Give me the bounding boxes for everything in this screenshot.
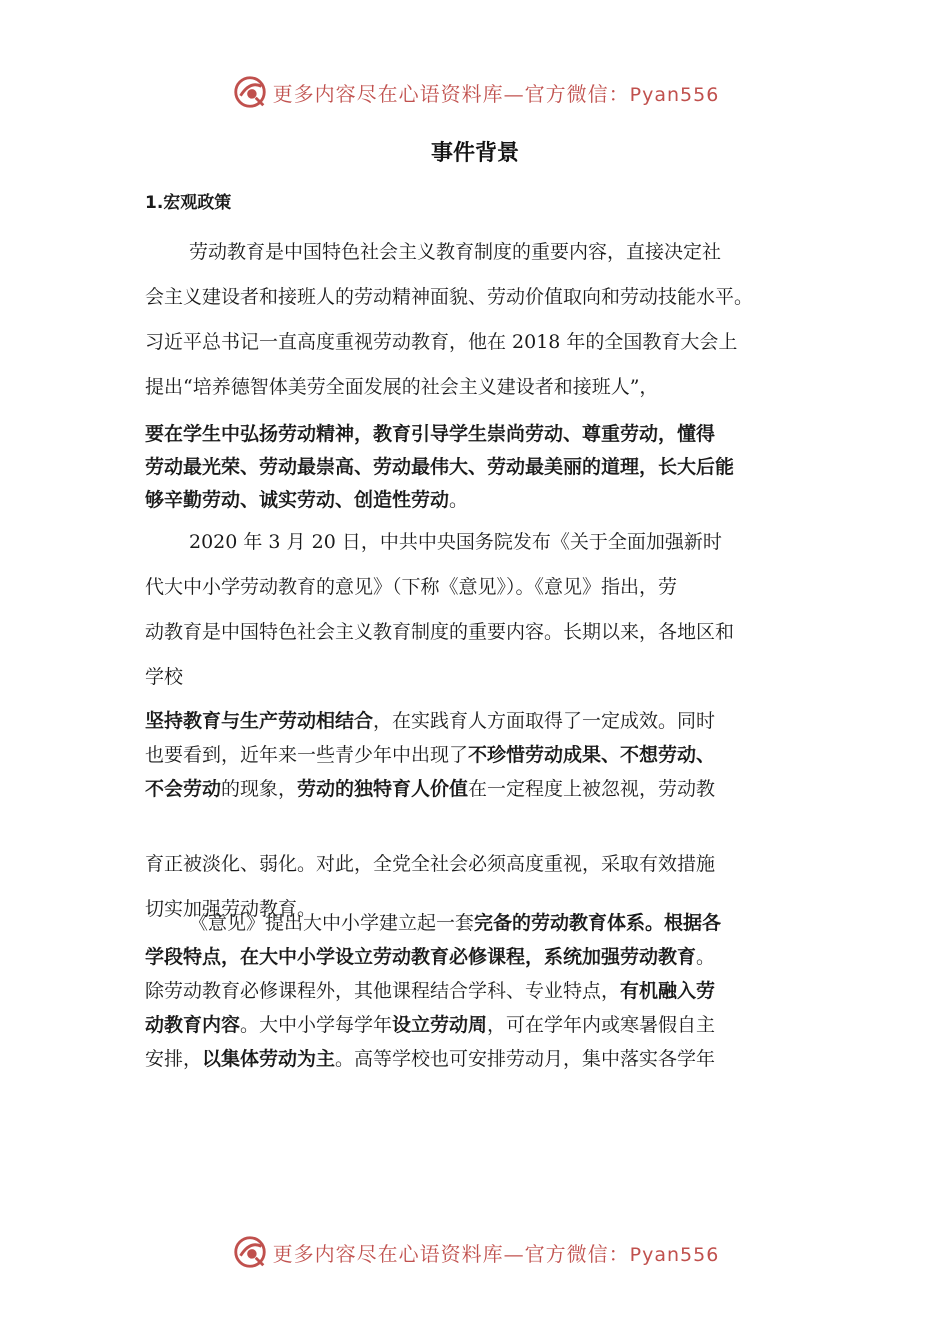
brand-logo-icon xyxy=(231,1233,269,1271)
page-title: 事件背景 xyxy=(430,141,519,166)
footer-banner xyxy=(0,1232,950,1272)
bold-text: 以集体劳动为主 xyxy=(202,1048,336,1070)
bold-text: 劳动的独特育人价值 xyxy=(297,778,469,800)
text: 安排， xyxy=(145,1048,203,1070)
paragraph-1 xyxy=(145,230,825,410)
text: ，可在学年内或寒暑假自主 xyxy=(487,1014,716,1036)
text: ，在实践育人方面取得了一定成效。同时 xyxy=(373,710,716,732)
paragraph-4 xyxy=(145,704,825,806)
banner-text: 更多内容尽在心语资料库—官方微信：Pyan556 xyxy=(272,1241,720,1266)
wechat-id: Pyan556 xyxy=(629,83,720,106)
text-line: 习近平总书记一直高度重视劳动教育，他在 2018 年的全国教育大会上 xyxy=(145,331,738,353)
text: 。 xyxy=(449,489,469,511)
text-line: 学校 xyxy=(145,666,184,688)
bold-text: 坚持教育与生产劳动相结合 xyxy=(145,710,374,732)
text: 的现象， xyxy=(221,778,298,800)
bold-text: 有机融入劳 xyxy=(620,980,716,1002)
text-line: 育正被淡化、弱化。对此，全党全社会必须高度重视，采取有效措施 xyxy=(145,853,716,875)
paragraph-3 xyxy=(145,520,825,700)
bold-text: 学段特点，在大中小学设立劳动教育必修课程，系统加强劳动教育 xyxy=(145,946,697,968)
text-line: 要在学生中弘扬劳动精神，教育引导学生崇尚劳动、尊重劳动，懂得 xyxy=(145,423,716,445)
text-line: 劳动最光荣、劳动最崇高、劳动最伟大、劳动最美丽的道理，长大后能 xyxy=(145,456,735,478)
text-line: 2020 年 3 月 20 日，中共中央国务院发布《关于全面加强新时 xyxy=(189,531,722,553)
text-line: 代大中小学劳动教育的意见》（下称《意见》）。《意见》指出，劳 xyxy=(145,576,678,598)
bold-text: 不珍惜劳动成果、不想劳动、 xyxy=(468,744,716,766)
text: 在一定程度上被忽视，劳动教 xyxy=(468,778,716,800)
text: 《意见》提出大中小学建立起一套 xyxy=(189,912,475,934)
text: 。 xyxy=(696,946,716,968)
section-heading: 1.宏观政策 xyxy=(145,193,232,213)
text-line: 劳动教育是中国特色社会主义教育制度的重要内容，直接决定社 xyxy=(189,241,722,263)
text-line: 动教育是中国特色社会主义教育制度的重要内容。长期以来，各地区和 xyxy=(145,621,735,643)
text: 。大中小学每学年 xyxy=(240,1014,393,1036)
paragraph-2 xyxy=(145,418,825,517)
text: 也要看到，近年来一些青少年中出现了 xyxy=(145,744,469,766)
bold-text: 不会劳动 xyxy=(145,778,222,800)
text-line: 会主义建设者和接班人的劳动精神面貌、劳动价值取向和劳动技能水平。 xyxy=(145,286,754,308)
banner-text: 更多内容尽在心语资料库—官方微信：Pyan556 xyxy=(272,81,720,106)
text: 除劳动教育必修课程外，其他课程结合学科、专业特点， xyxy=(145,980,621,1002)
wechat-id: Pyan556 xyxy=(629,1243,720,1266)
text-line: 切实加强劳动教育。 xyxy=(145,898,317,920)
text-line: 提出“培养德智体美劳全面发展的社会主义建设者和接班人”， xyxy=(145,376,659,398)
header-banner xyxy=(0,72,950,112)
bold-text: 设立劳动周 xyxy=(392,1014,488,1036)
bold-text: 动教育内容 xyxy=(145,1014,241,1036)
bold-text: 够辛勤劳动、诚实劳动、创造性劳动 xyxy=(145,489,450,511)
paragraph-6 xyxy=(145,906,825,1076)
bold-text: 完备的劳动教育体系。根据各 xyxy=(474,912,722,934)
text: 。高等学校也可安排劳动月，集中落实各学年 xyxy=(335,1048,716,1070)
brand-logo-icon xyxy=(231,73,269,111)
